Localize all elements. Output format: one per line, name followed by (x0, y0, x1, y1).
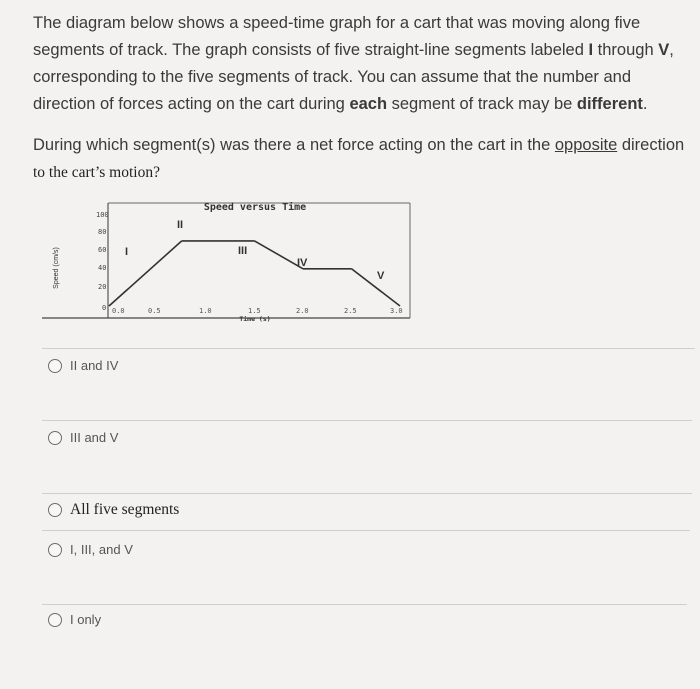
series-segment (255, 241, 304, 269)
x-tick-label: 2.0 (296, 307, 309, 315)
question-intro (33, 10, 683, 118)
option-ii-and-iv[interactable] (48, 358, 118, 373)
prompt-text-a: During which segment(s) was there a net force acting on the cart in the (33, 136, 555, 154)
intro-bold-each: each (349, 95, 388, 113)
option-iii-and-v[interactable] (48, 430, 118, 445)
intro-text-1: The diagram below shows a speed-time graph for a cart that was moving along five segments of track. The graph consists of five straight-line segments labeled (33, 14, 641, 59)
series-segment (109, 241, 182, 306)
radio-button[interactable] (48, 359, 62, 373)
intro-text-2: through (593, 41, 659, 59)
intro-text-3: , corresponding to the five segments of track. You can assume that the number and direction of forces acting on the cart during (33, 41, 674, 113)
prompt-underlined-opposite: opposite (554, 136, 618, 154)
y-axis-label: Speed (cm/s) (53, 247, 60, 289)
radio-button[interactable] (48, 503, 62, 517)
question-prompt (33, 132, 693, 186)
x-tick-label: 0.5 (148, 307, 161, 315)
y-tick-label: 100 (96, 211, 109, 219)
segment-label-iii: III (238, 245, 248, 257)
divider (42, 493, 692, 494)
divider (42, 530, 690, 531)
y-tick-label: 20 (98, 283, 107, 291)
x-tick-labels (112, 307, 403, 315)
x-tick-label: 1.0 (199, 307, 212, 315)
option-label: II and IV (70, 358, 119, 373)
speed-series (109, 241, 400, 306)
intro-bold-i: I (588, 41, 594, 59)
option-i-only[interactable] (48, 612, 101, 627)
speed-time-graph (0, 192, 700, 332)
option-label: III and V (70, 430, 119, 445)
option-label: All five segments (70, 501, 180, 518)
intro-text-5: . (642, 95, 648, 113)
radio-button[interactable] (48, 613, 62, 627)
radio-button[interactable] (48, 543, 62, 557)
x-axis-label: Time (s) (239, 315, 271, 323)
prompt-text-c: direction (617, 136, 685, 154)
divider (42, 604, 687, 605)
intro-bold-v: V (658, 41, 670, 59)
segment-label-iv: IV (297, 257, 308, 269)
option-all-five-segments[interactable] (48, 501, 179, 519)
divider (42, 420, 692, 421)
divider (42, 348, 695, 349)
segment-label-ii: II (177, 219, 184, 231)
option-label: I only (70, 612, 102, 627)
series-segment (352, 269, 401, 306)
y-tick-label: 60 (98, 246, 107, 254)
segment-label-v: V (377, 270, 385, 282)
y-tick-label: 0 (102, 304, 107, 312)
x-tick-label: 0.0 (112, 307, 125, 315)
x-tick-label: 3.0 (390, 307, 403, 315)
prompt-text-d: to the cart’s motion? (33, 164, 160, 181)
y-tick-label: 40 (98, 264, 107, 272)
graph-title: Speed versus Time (203, 202, 307, 213)
radio-button[interactable] (48, 431, 62, 445)
y-tick-labels (96, 211, 109, 312)
intro-bold-different: different (576, 95, 643, 113)
segment-label-i: I (125, 246, 129, 258)
intro-text-4: segment of track may be (387, 95, 577, 113)
x-tick-label: 2.5 (344, 307, 357, 315)
option-i-iii-and-v[interactable] (48, 542, 133, 557)
x-tick-label: 1.5 (248, 307, 261, 315)
y-tick-label: 80 (98, 228, 107, 236)
option-label: I, III, and V (70, 542, 133, 557)
